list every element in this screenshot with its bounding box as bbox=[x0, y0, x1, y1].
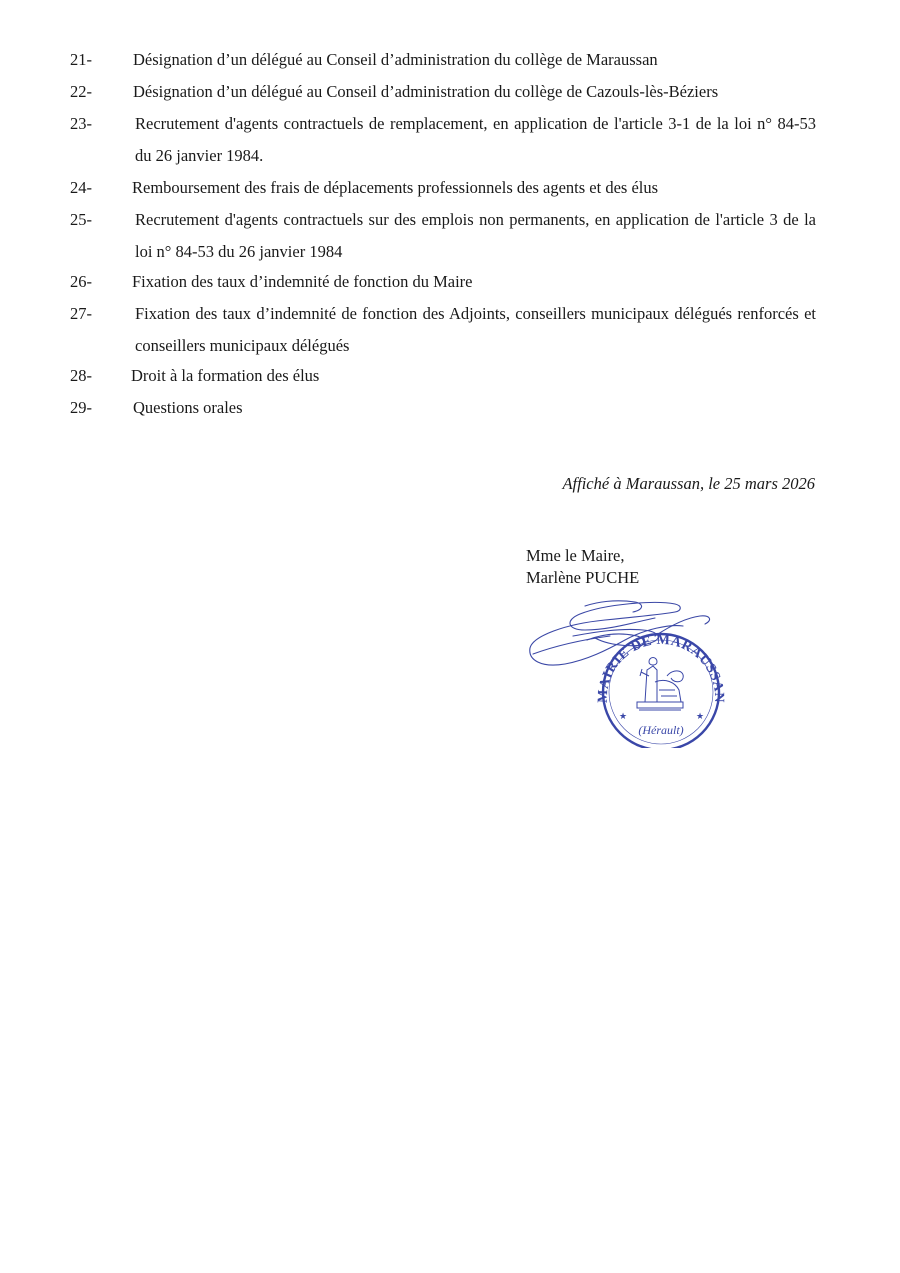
stamp-emblem-icon bbox=[637, 658, 683, 711]
agenda-item-text: Remboursement des frais de déplacements professionnels des agents et des élus bbox=[132, 178, 659, 197]
agenda-item-number: 21- bbox=[70, 50, 92, 69]
town-hall-stamp bbox=[525, 596, 747, 748]
stamp-star-left-icon: ★ bbox=[618, 712, 628, 722]
stamp-seal bbox=[596, 633, 726, 748]
signatory-name: Marlène PUCHE bbox=[526, 568, 640, 587]
agenda-item-text: Fixation des taux d’indemnité de fonction du Maire bbox=[132, 272, 473, 291]
stamp-text-bottom: (Hérault) bbox=[638, 723, 684, 737]
svg-text:MAIRIE DE MARAUSSAN bbox=[596, 633, 726, 703]
agenda-item-number: 22- bbox=[70, 82, 92, 101]
agenda-item-text: Désignation d’un délégué au Conseil d’administration du collège de Cazouls-lès-Béziers bbox=[133, 82, 719, 101]
agenda-item-number: 27- bbox=[70, 304, 92, 323]
posted-notice: Affiché à Maraussan, le 25 mars 2026 bbox=[562, 474, 815, 493]
agenda-item-text: Questions orales bbox=[133, 398, 243, 417]
stamp-text-top: MAIRIE DE MARAUSSAN bbox=[595, 632, 727, 704]
signatory-title: Mme le Maire, bbox=[526, 546, 625, 565]
agenda-item-number: 25- bbox=[70, 210, 92, 229]
agenda-item-number: 24- bbox=[70, 178, 92, 197]
agenda-item-text: Fixation des taux d’indemnité de fonction des Adjoints, conseillers municipaux délégués renforcés et conseillers municipaux délégués bbox=[135, 304, 816, 355]
agenda-item-text: Recrutement d'agents contractuels de remplacement, en application de l'article 3-1 de la loi n° 84-53 du 26 janvier 1984. bbox=[135, 114, 816, 165]
agenda-item-number: 23- bbox=[70, 114, 92, 133]
agenda-item-text: Droit à la formation des élus bbox=[131, 366, 320, 385]
agenda-item-number: 28- bbox=[70, 366, 92, 385]
agenda-item-number: 26- bbox=[70, 272, 92, 291]
agenda-item-number: 29- bbox=[70, 398, 92, 417]
agenda-item-text: Désignation d’un délégué au Conseil d’administration du collège de Maraussan bbox=[133, 50, 658, 69]
signature-block bbox=[526, 545, 639, 589]
agenda-item-text: Recrutement d'agents contractuels sur des emplois non permanents, en application de l'article 3 de la loi n° 84-53 du 26 janvier 1984 bbox=[135, 210, 816, 261]
stamp-star-right-icon: ★ bbox=[695, 712, 705, 722]
